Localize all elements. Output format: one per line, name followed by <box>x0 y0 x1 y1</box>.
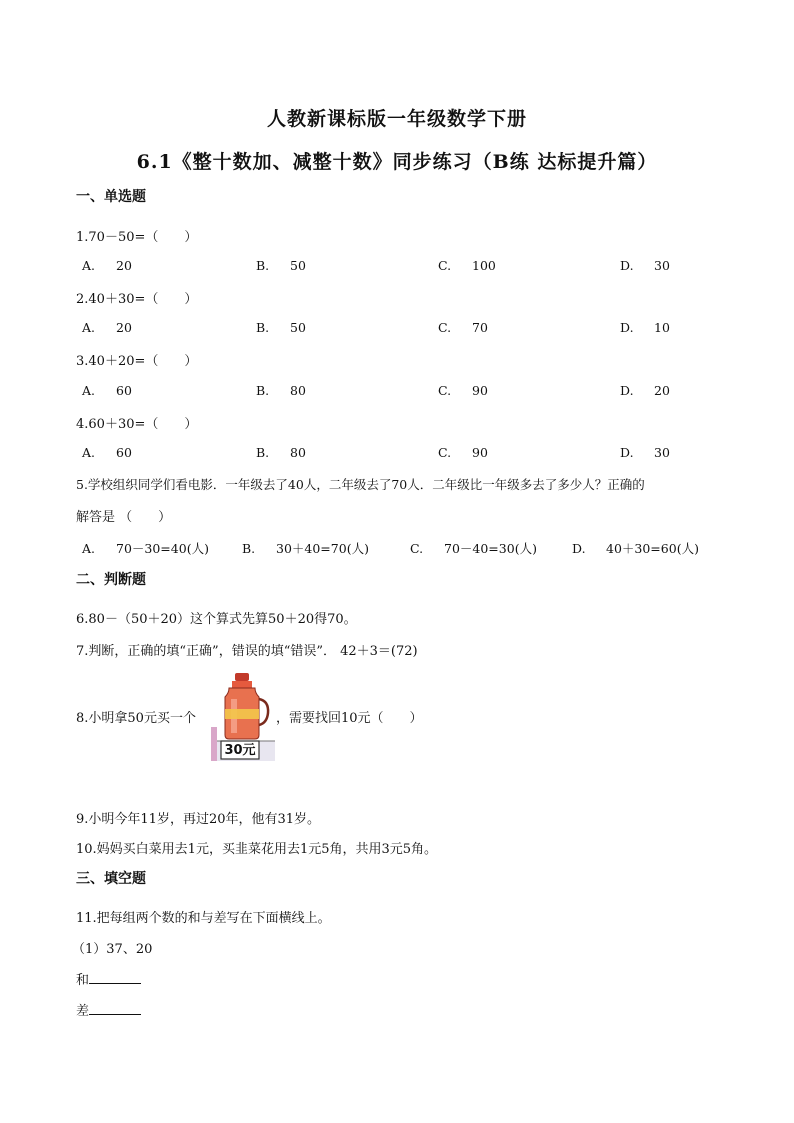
section-heading-fill-blank: 三、填空题 <box>76 871 146 887</box>
page-subtitle: 6.1《整十数加、减整十数》同步练习（B练 达标提升篇） <box>136 151 658 173</box>
difference-row <box>76 1000 141 1019</box>
option-value: 20 <box>116 320 132 335</box>
option-a[interactable] <box>82 258 132 273</box>
option-label: A. <box>82 258 96 273</box>
question-10: 10.妈妈买白菜用去1元，买韭菜花用去1元5角，共用3元5角。 <box>76 842 438 857</box>
question-2: 2.40＋30=（ ） <box>76 292 198 307</box>
option-b[interactable] <box>242 539 369 557</box>
option-value: 40＋30=60(人) <box>606 541 699 556</box>
question-5-options <box>82 539 722 557</box>
option-value: 20 <box>116 258 132 273</box>
option-b[interactable] <box>256 445 306 460</box>
option-label: D. <box>620 445 634 460</box>
question-11-part-1: （1）37、20 <box>72 942 153 957</box>
option-d[interactable] <box>572 539 699 557</box>
option-label: D. <box>620 320 634 335</box>
option-label: D. <box>620 258 634 273</box>
question-8-prefix: 8.小明拿50元买一个 <box>76 711 196 726</box>
option-c[interactable] <box>438 445 488 460</box>
thermos-image <box>211 669 275 761</box>
option-value: 70－40=30(人) <box>444 541 537 556</box>
page-title: 人教新课标版一年级数学下册 <box>266 108 527 130</box>
option-value: 20 <box>654 383 670 398</box>
section-heading-true-false: 二、判断题 <box>76 572 146 588</box>
option-c[interactable] <box>438 258 496 273</box>
question-7: 7.判断，正确的填“正确”，错误的填“错误”． 42＋3＝(72) <box>76 644 418 659</box>
option-d[interactable] <box>620 320 670 335</box>
option-value: 50 <box>290 320 306 335</box>
option-label: B. <box>242 541 256 556</box>
option-value: 50 <box>290 258 306 273</box>
option-label: A. <box>82 541 96 556</box>
question-9: 9.小明今年11岁，再过20年，他有31岁。 <box>76 812 321 827</box>
option-a[interactable] <box>82 320 132 335</box>
question-4: 4.60＋30=（ ） <box>76 417 198 432</box>
option-label: A. <box>82 320 96 335</box>
option-b[interactable] <box>256 320 306 335</box>
question-3: 3.40＋20=（ ） <box>76 354 198 369</box>
question-11: 11.把每组两个数的和与差写在下面横线上。 <box>76 911 331 926</box>
question-2-options <box>82 320 722 338</box>
option-a[interactable] <box>82 383 132 398</box>
sum-blank[interactable] <box>89 969 141 984</box>
price-tag: 30元 <box>224 743 256 758</box>
option-b[interactable] <box>256 383 306 398</box>
sum-row <box>76 969 141 988</box>
option-label: A. <box>82 383 96 398</box>
question-3-options <box>82 383 722 401</box>
option-value: 80 <box>290 383 306 398</box>
option-label: B. <box>256 258 270 273</box>
option-c[interactable] <box>410 539 537 557</box>
option-label: D. <box>572 541 586 556</box>
option-label: A. <box>82 445 96 460</box>
option-d[interactable] <box>620 258 670 273</box>
option-label: B. <box>256 320 270 335</box>
difference-label: 差 <box>76 1004 90 1019</box>
option-c[interactable] <box>438 320 488 335</box>
option-value: 60 <box>116 383 132 398</box>
option-c[interactable] <box>438 383 488 398</box>
section-heading-single-choice: 一、单选题 <box>76 189 146 205</box>
option-value: 60 <box>116 445 132 460</box>
option-value: 90 <box>472 445 488 460</box>
question-1: 1.70－50=（ ） <box>76 230 198 245</box>
option-d[interactable] <box>620 383 670 398</box>
option-label: C. <box>438 445 452 460</box>
option-label: B. <box>256 445 270 460</box>
option-value: 10 <box>654 320 670 335</box>
option-value: 70 <box>472 320 488 335</box>
option-value: 30＋40=70(人) <box>276 541 369 556</box>
question-8-suffix: ，需要找回10元（ ） <box>276 711 423 726</box>
option-a[interactable] <box>82 539 209 557</box>
question-5-line-1: 5.学校组织同学们看电影．一年级去了40人，二年级去了70人．二年级比一年级多去了多少人？正确的 <box>76 477 645 492</box>
question-1-options <box>82 258 722 276</box>
option-value: 80 <box>290 445 306 460</box>
sum-label: 和 <box>76 973 90 988</box>
option-label: C. <box>438 383 452 398</box>
option-a[interactable] <box>82 445 132 460</box>
question-4-options <box>82 445 722 463</box>
option-d[interactable] <box>620 445 670 460</box>
difference-blank[interactable] <box>89 1000 141 1015</box>
option-label: B. <box>256 383 270 398</box>
option-label: C. <box>438 320 452 335</box>
option-value: 70－30=40(人) <box>116 541 209 556</box>
question-5-line-2: 解答是 （ ） <box>76 510 172 525</box>
option-value: 30 <box>654 258 670 273</box>
option-label: C. <box>438 258 452 273</box>
option-value: 100 <box>472 258 496 273</box>
option-label: C. <box>410 541 424 556</box>
option-b[interactable] <box>256 258 306 273</box>
option-value: 90 <box>472 383 488 398</box>
question-6: 6.80－（50＋20）这个算式先算50＋20得70。 <box>76 612 357 627</box>
option-label: D. <box>620 383 634 398</box>
option-value: 30 <box>654 445 670 460</box>
